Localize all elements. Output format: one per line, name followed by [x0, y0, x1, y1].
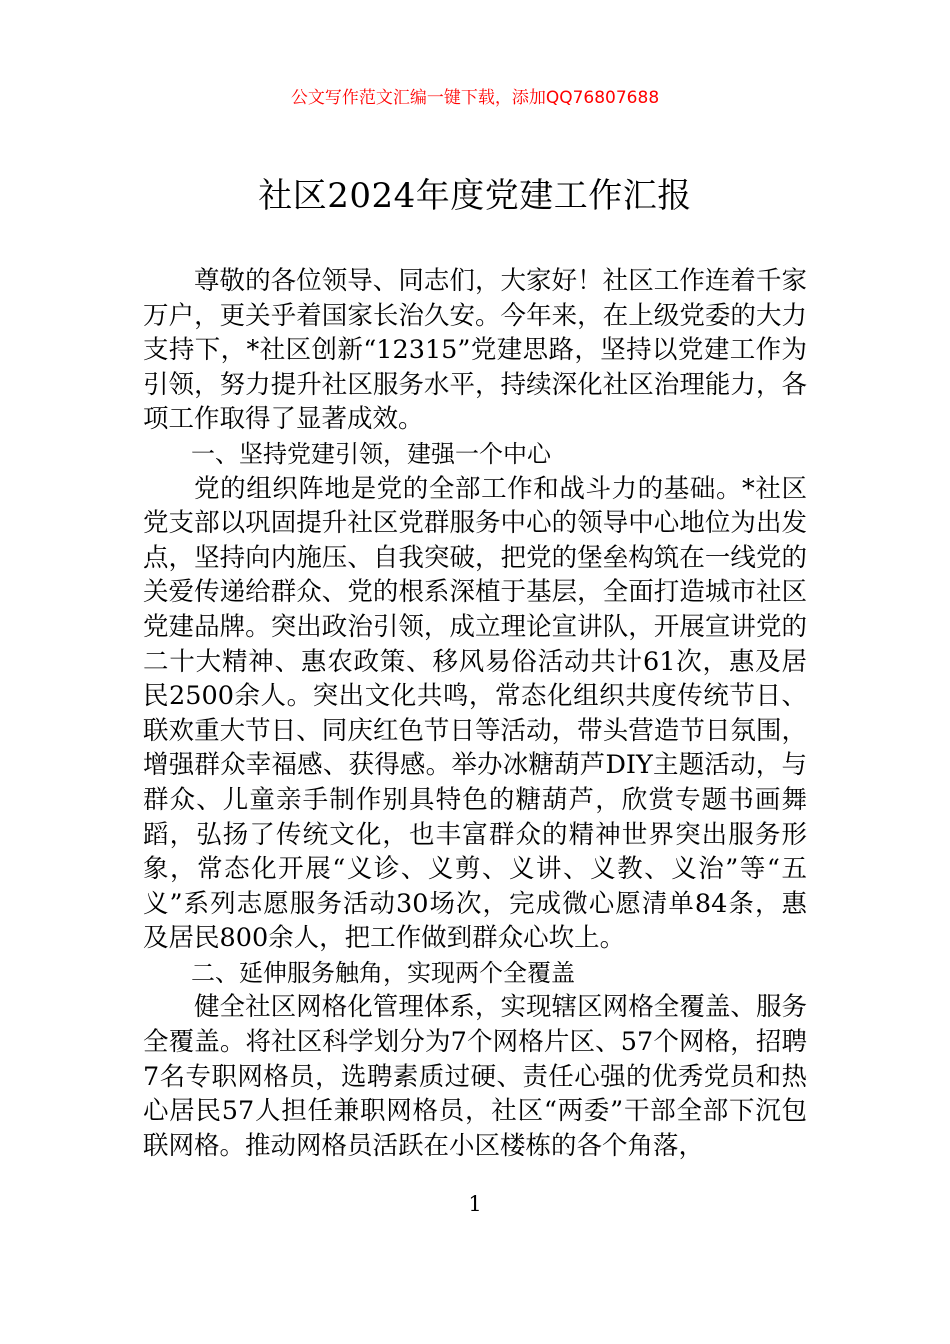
section-heading-1: 一、坚持党建引领，建强一个中心	[191, 439, 551, 468]
paragraph-section-2: 健全社区网格化管理体系，实现辖区网格全覆盖、服务全覆盖。将社区科学划分为7个网格片区、57个网格，招聘7名专职网格员，选聘素质过硬、责任心强的优秀党员和热心居民57人担任兼职网格员，社区“两委”干部全部下沉包联网格。推动网格员活跃在小区楼栋的各个角落，	[143, 992, 807, 1161]
download-banner: 公文写作范文汇编一键下载，添加QQ76807688	[290, 88, 660, 108]
page-number: 1	[468, 1192, 482, 1216]
document-body	[143, 264, 807, 1163]
paragraph-intro: 尊敬的各位领导、同志们，大家好！社区工作连着千家万户，更关乎着国家长治久安。今年来，在上级党委的大力支持下，*社区创新“12315”党建思路，坚持以党建工作为引领，努力提升社区服务水平，持续深化社区治理能力，各项工作取得了显著成效。	[143, 266, 807, 435]
document-title: 社区2024年度党建工作汇报	[258, 176, 692, 216]
paragraph-section-1: 党的组织阵地是党的全部工作和战斗力的基础。*社区党支部以巩固提升社区党群服务中心的领导中心地位为出发点，坚持向内施压、自我突破，把党的堡垒构筑在一线党的关爱传递给群众、党的根系深植于基层，全面打造城市社区党建品牌。突出政治引领，成立理论宣讲队，开展宣讲党的二十大精神、惠农政策、移风易俗活动共计61次，惠及居民2500余人。突出文化共鸣，常态化组织共度传统节日、联欢重大节日、同庆红色节日等活动，带头营造节日氛围，增强群众幸福感、获得感。举办冰糖葫芦DIY主题活动，与群众、儿童亲手制作别具特色的糖葫芦，欣赏专题书画舞蹈，弘扬了传统文化，也丰富群众的精神世界突出服务形象，常态化开展“义诊、义剪、义讲、义教、义治”等“五义”系列志愿服务活动30场次，完成微心愿清单84条，惠及居民800余人，把工作做到群众心坎上。	[143, 473, 807, 954]
section-heading-2: 二、延伸服务触角，实现两个全覆盖	[191, 958, 575, 987]
